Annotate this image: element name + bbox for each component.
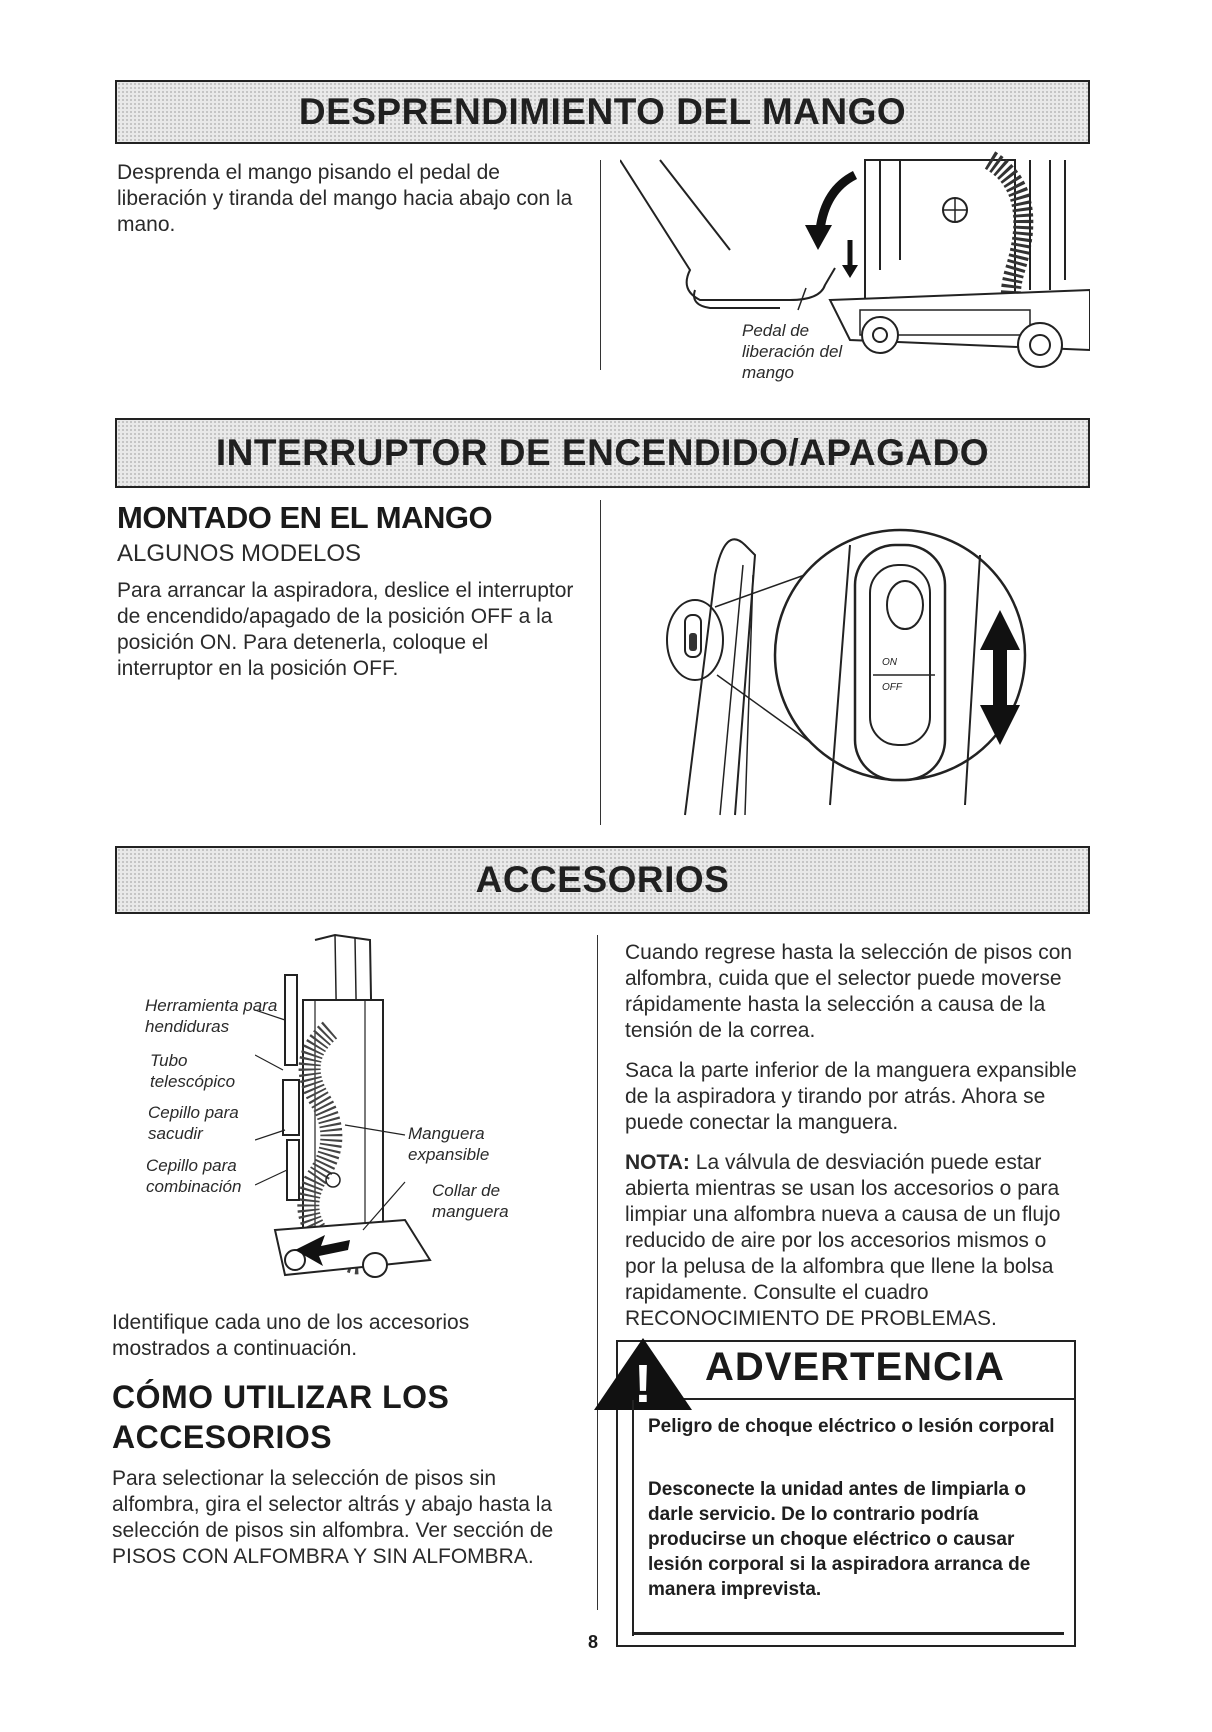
expandable-hose-callout: Manguera expansible xyxy=(408,1124,490,1164)
release-pedal-callout: Pedal de liberación del mango xyxy=(742,321,843,382)
handle-release-illustration xyxy=(620,150,1090,380)
hose-removal-text: Saca la parte inferior de la manguera expansible de la aspiradora y tirando por atrás. Ahora se puede conectar la manguera. xyxy=(625,1059,1077,1134)
switch-heading: MONTADO EN EL MANGO xyxy=(117,500,493,535)
switch-subheading: ALGUNOS MODELOS xyxy=(117,540,362,567)
warning-title: ADVERTENCIA xyxy=(705,1345,1005,1389)
carpet-selector-text: Cuando regrese hasta la selección de pisos con alfombra, cuida que el selector puede moverse rápidamente hasta la selección a causa de la tensión de la correa. xyxy=(625,941,1073,1042)
identify-text: Identifique cada uno de los accesorios mostrados a continuación. xyxy=(112,1311,470,1360)
switch-on-label: ON xyxy=(882,657,897,668)
hose-collar-callout: Collar de manguera xyxy=(432,1181,509,1221)
column-divider xyxy=(600,160,601,370)
svg-text:!: ! xyxy=(634,1354,652,1414)
crevice-tool-callout: Herramienta para hendiduras xyxy=(145,996,278,1036)
combo-brush-callout: Cepillo para combinación xyxy=(146,1156,242,1196)
note-body: La válvula de desviación puede estar abierta mientras se usan los accesorios o para limpiar una alfombra nueva a causa de un flujo reducido de aire por los accesorios mismos o por la pelusa de la alfombra que llene la bolsa rapidamente. Consulte el cuadro RECONOCIMIENTO DE PROBLEMAS. xyxy=(625,1151,1061,1330)
warning-instruction-text: Desconecte la unidad antes de limpiarla o darle servicio. De lo contrario podría producirse un choque eléctrico o causar lesión corporal si la aspiradora arranca de manera imprevista. xyxy=(648,1479,1031,1600)
how-to-text: Para selectionar la selección de pisos sin alfombra, gira el selector altrás y abajo hasta la selección de pisos sin alfombra. Ver sección de PISOS CON ALFOMBRA Y SIN ALFOMBRA. xyxy=(112,1467,554,1568)
note-label: NOTA: xyxy=(625,1151,690,1174)
note-text xyxy=(625,1150,1080,1332)
column-divider xyxy=(600,500,601,825)
switch-illustration xyxy=(645,515,1070,820)
handle-release-banner: DESPRENDIMIENTO DEL MANGO xyxy=(115,80,1090,144)
switch-banner: INTERRUPTOR DE ENCENDIDO/APAGADO xyxy=(115,418,1090,488)
page-number: 8 xyxy=(588,1632,599,1652)
telescopic-tube-callout: Tubo telescópico xyxy=(150,1051,236,1091)
switch-off-label: OFF xyxy=(882,682,902,693)
accessories-illustration xyxy=(255,930,515,1285)
warning-hazard-text: Peligro de choque eléctrico o lesión corporal xyxy=(648,1416,1055,1437)
column-divider xyxy=(597,935,598,1610)
warning-triangle-icon xyxy=(588,1334,698,1419)
warning-box xyxy=(616,1340,1076,1647)
handle-release-text: Desprenda el mango pisando el pedal de liberación y tiranda del mango hacia abajo con la mano. xyxy=(117,161,573,236)
warning-left-rule xyxy=(632,1400,634,1636)
how-to-heading: CÓMO UTILIZAR LOS ACCESORIOS xyxy=(112,1379,450,1455)
accessories-banner: ACCESORIOS xyxy=(115,846,1090,914)
warning-bottom-rule xyxy=(632,1632,1064,1635)
switch-text: Para arrancar la aspiradora, deslice el interruptor de encendido/apagado de la posición OFF a la posición ON. Para detenerla, coloque el interruptor en la posición OFF. xyxy=(117,579,574,680)
dusting-brush-callout: Cepillo para sacudir xyxy=(148,1103,239,1143)
